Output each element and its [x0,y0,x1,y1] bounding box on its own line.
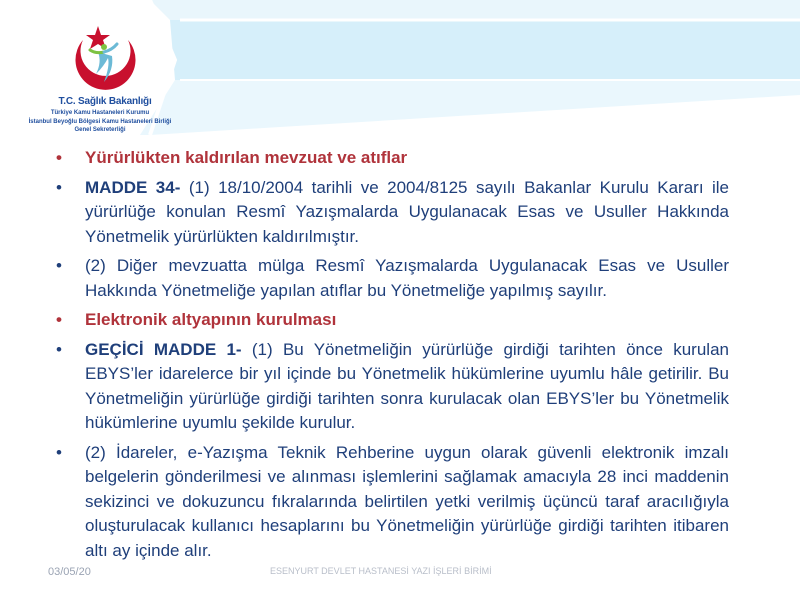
bullet-icon: • [56,256,62,275]
slide-content [56,146,729,568]
article-label: MADDE 34- [85,177,181,197]
logo-subtitle-line1: Türkiye Kamu Hastaneleri Kurumu [50,110,150,116]
header-banner [0,0,800,135]
logo-subtitle-line2: İstanbul Beyoğlu Bölgesi Kamu Hastaneleri Birliği [28,119,172,125]
paragraph-text: (1) 18/10/2004 tarihli ve 2004/8125 sayılı Bakanlar Kurulu Kararı ile yürürlüğe konulan Resmî Yazışmalarda Uygulanacak Esas ve Usuller Hakkında Yönetmelik yürürlükten kaldırılmıştır. [85,177,730,246]
provisional-article-paragraph-2 [56,441,729,564]
bullet-icon: • [56,148,62,167]
logo-title: T.C. Sağlık Bakanlığı [58,96,152,107]
bullet-icon: • [56,310,62,329]
ministry-logo [0,0,200,135]
article-label: GEÇİCİ MADDE 1- [85,339,242,359]
heading-text: Elektronik altyapının kurulması [85,310,337,329]
footer-date: 03/05/20 [48,566,91,578]
health-ministry-emblem-icon [0,0,200,100]
paragraph-text: (2) İdareler, e-Yazışma Teknik Rehberine uygun olarak güvenli elektronik imzalı belgelerin gönderilmesi ve alınması işlemlerini sağlamak amacıyla 28 inci maddenin sekizinci ve dokuzuncu fıkralarında belirtilen yetki verilmiş üçüncü taraf aracılığıyla oluşturulacak kullanıcı hesaplarını bu Yönetmeliğin yürürlüğe girdiği tarihten itibaren altı ay içinde alır. [85,442,729,560]
bullet-icon: • [56,177,62,197]
article-34-paragraph-2 [56,254,729,303]
footer-title: ESENYURT DEVLET HASTANESİ YAZI İŞLERİ BİRİMİ [270,566,492,576]
paragraph-text: (2) Diğer mevzuatta mülga Resmî Yazışmalarda Uygulanacak Esas ve Usuller Hakkında Yönetmeliğe yapılan atıflar bu Yönetmeliğe yapılmış sayılır. [85,256,729,300]
section-heading-infrastructure [56,308,729,333]
section-heading-repealed [56,146,729,171]
article-34-paragraph-1 [56,176,729,250]
bullet-icon: • [56,442,62,462]
heading-text: Yürürlükten kaldırılan mevzuat ve atıflar [85,148,408,167]
logo-subtitle-line3: Genel Sekreterliği [74,127,126,133]
provisional-article-paragraph-1 [56,338,729,436]
paragraph-text: (1) Bu Yönetmeliğin yürürlüğe girdiği tarihten önce kurulan EBYS’ler idarelerce bir yıl içinde bu Yönetmelik hükümlerine uyumlu hâle getirilir. Bu Yönetmeliğin yürürlüğe girdiği tarihten sonra kurulacak olan EBYS’ler bu Yönetmelik hükümlerine uyumlu şekilde kurulur. [85,339,729,432]
bullet-icon: • [56,339,62,359]
